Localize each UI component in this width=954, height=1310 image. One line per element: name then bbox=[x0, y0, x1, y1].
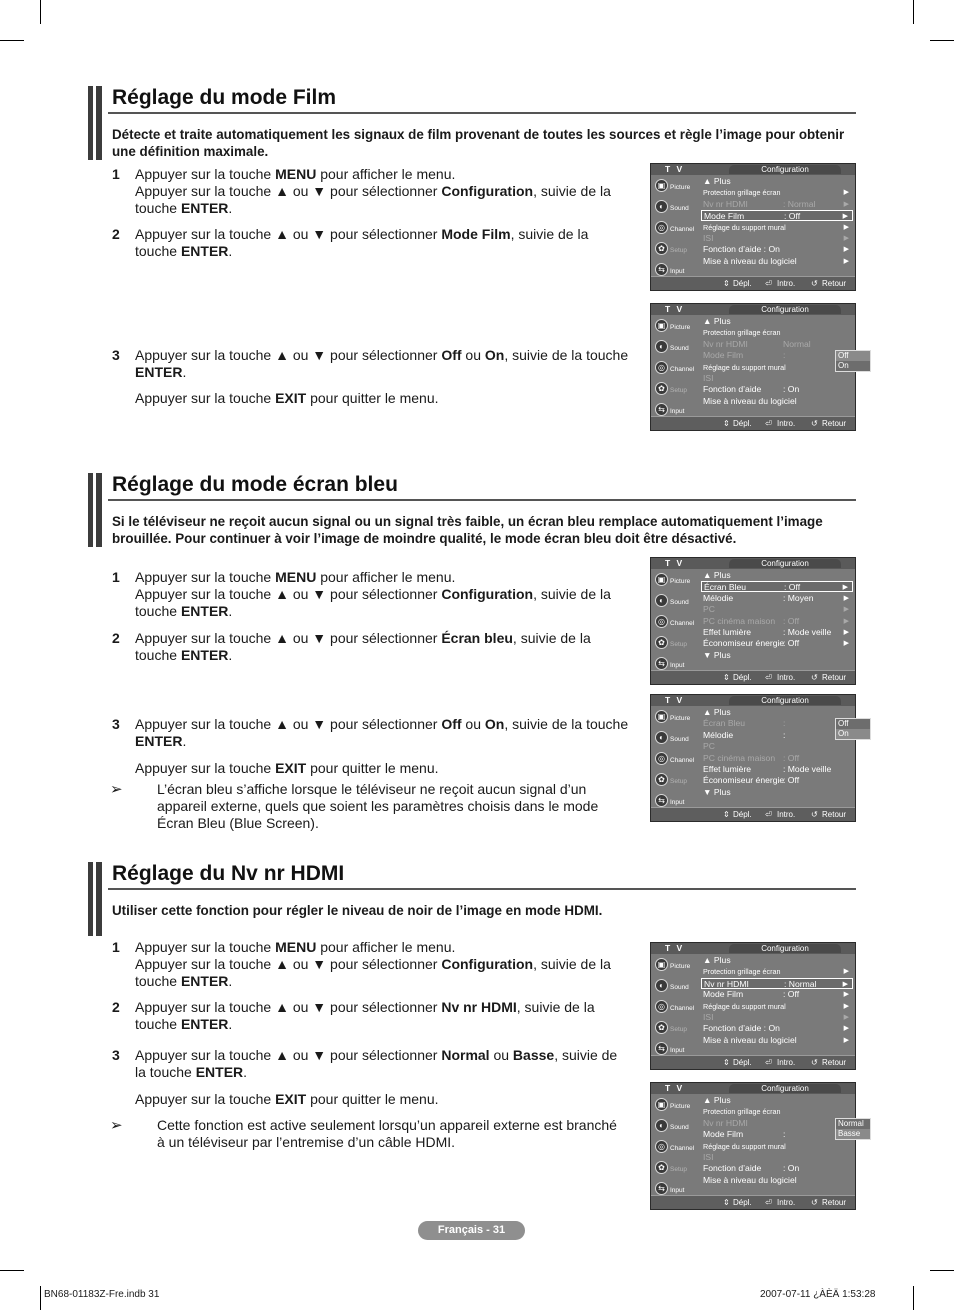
option-popup[interactable] bbox=[835, 1118, 871, 1140]
move-icon: ⇕ bbox=[723, 810, 730, 819]
crop-mark bbox=[40, 0, 41, 24]
menu-row[interactable]: Protection grillage écran ▶ bbox=[703, 188, 849, 198]
enter-icon: ⏎ bbox=[765, 810, 772, 819]
menu-panel bbox=[699, 176, 853, 276]
menu-row[interactable]: Fonction d’aide : On bbox=[703, 1163, 800, 1174]
step-1-hdmi: 1 Appuyer sur la touche MENU pour afficher le menu. Appuyer sur la touche ▲ ou ▼ pour sélectionner Configuration, suivie de la touche ENTER. bbox=[112, 939, 611, 989]
menu-row[interactable]: PC cinéma maison : Off ▶ bbox=[703, 615, 849, 626]
arrow-right-icon: ▶ bbox=[843, 1036, 849, 1044]
popup-option[interactable]: On bbox=[838, 361, 849, 371]
return-icon: ↺ bbox=[811, 1198, 818, 1207]
section-rule bbox=[108, 112, 856, 114]
print-footer-right: 2007-07-11 ¿ÀÈÄ 1:53:28 bbox=[760, 1289, 876, 1300]
setup-icon: ✿ bbox=[655, 242, 668, 255]
enter-icon: ⏎ bbox=[765, 419, 772, 428]
section-bar bbox=[88, 86, 102, 160]
enter-icon: ⏎ bbox=[765, 279, 772, 288]
menu-sidebar-item[interactable]: ◐ Sound bbox=[653, 728, 697, 749]
menu-row[interactable]: Mode Film : Off ▶ bbox=[703, 989, 849, 1000]
move-icon: ⇕ bbox=[723, 419, 730, 428]
tv-menu-screenshot bbox=[650, 303, 856, 431]
picture-icon: ▣ bbox=[655, 573, 668, 586]
section-title: Réglage du mode Film bbox=[112, 86, 337, 109]
menu-row[interactable]: Écran Bleu : bbox=[703, 718, 786, 729]
menu-title-bar bbox=[651, 164, 855, 175]
menu-footer: ⇕ Dépl. ⏎ Intro. ↺ Retour bbox=[651, 1055, 855, 1069]
menu-sidebar-item[interactable]: ▣ Picture bbox=[653, 176, 697, 197]
step-3-film: 3 Appuyer sur la touche ▲ ou ▼ pour sélectionner Off ou On, suivie de la touche ENTER. bbox=[112, 347, 629, 380]
arrow-right-icon: ▶ bbox=[843, 200, 849, 208]
menu-footer: ⇕ Dépl. ⏎ Intro. ↺ Retour bbox=[651, 670, 855, 684]
menu-row[interactable]: Nv nr HDMI bbox=[703, 1117, 748, 1128]
menu-row[interactable]: ▼ Plus bbox=[703, 786, 731, 797]
menu-row[interactable]: Réglage du support mural bbox=[703, 362, 786, 372]
menu-row[interactable]: Mise à niveau du logiciel ▶ bbox=[703, 1034, 849, 1045]
tv-label: T V bbox=[665, 304, 685, 314]
menu-row[interactable]: Mélodie : Moyen ▶ bbox=[703, 592, 849, 603]
menu-sidebar-item[interactable]: ◎ Channel bbox=[653, 997, 697, 1018]
menu-panel bbox=[699, 316, 853, 416]
popup-option[interactable]: On bbox=[836, 729, 870, 739]
menu-row[interactable]: Réglage du support mural ▶ bbox=[703, 222, 849, 232]
menu-panel bbox=[699, 1095, 864, 1195]
input-icon: ⇆ bbox=[655, 794, 668, 807]
menu-row[interactable]: Effet lumière : Mode veille ▶ bbox=[703, 627, 849, 637]
sound-icon: ◐ bbox=[655, 340, 668, 353]
crop-mark bbox=[0, 40, 24, 41]
input-icon: ⇆ bbox=[655, 1042, 668, 1055]
exit-instruction: Appuyer sur la touche EXIT pour quitter le menu. bbox=[135, 760, 439, 776]
menu-row[interactable]: ▲ Plus bbox=[703, 570, 731, 580]
arrow-right-icon: ▶ bbox=[843, 1002, 849, 1010]
menu-title-bar bbox=[651, 304, 855, 315]
exit-instruction: Appuyer sur la touche EXIT pour quitter le menu. bbox=[135, 390, 439, 406]
channel-icon: ◎ bbox=[655, 361, 668, 374]
return-icon: ↺ bbox=[811, 810, 818, 819]
setup-icon: ✿ bbox=[655, 382, 668, 395]
section-intro: Si le téléviseur ne reçoit aucun signal ou un signal très faible, un écran bleu remplace automatiquement l’image brouillée. Pour continuer à voir l’image de moindre qualité, le mode écran bleu doit être désactivé. bbox=[112, 514, 823, 546]
picture-icon: ▣ bbox=[655, 1098, 668, 1111]
section-nv-nr-hdmi bbox=[88, 862, 856, 918]
menu-row[interactable]: ISI bbox=[703, 1152, 714, 1162]
step-3-hdmi: 3 Appuyer sur la touche ▲ ou ▼ pour sélectionner Normal ou Basse, suivie de la touche ENTER. bbox=[112, 1047, 618, 1080]
menu-row[interactable]: ISI ▶ bbox=[703, 233, 849, 243]
tv-label: T V bbox=[665, 558, 685, 568]
menu-sidebar-item[interactable]: ✿ Setup bbox=[653, 379, 697, 400]
input-icon: ⇆ bbox=[655, 403, 668, 416]
enter-icon: ⏎ bbox=[765, 673, 772, 682]
menu-row[interactable]: Écran Bleu : Off ▶ bbox=[701, 581, 853, 592]
crop-mark bbox=[40, 1286, 41, 1310]
menu-title: Configuration bbox=[729, 165, 841, 174]
menu-row[interactable]: Mise à niveau du logiciel bbox=[703, 395, 797, 406]
section-intro: Détecte et traite automatiquement les signaux de film provenant de toutes les sources et règle l’image pour obtenir une définition maximale. bbox=[112, 127, 845, 159]
section-ecran-bleu bbox=[88, 473, 856, 546]
arrow-right-icon: ▶ bbox=[843, 968, 849, 976]
section-rule bbox=[108, 499, 856, 501]
menu-sidebar-item[interactable]: ◎ Channel bbox=[653, 749, 697, 770]
print-footer-left: BN68-01183Z-Fre.indb 31 bbox=[44, 1289, 160, 1300]
channel-icon: ◎ bbox=[655, 752, 668, 765]
return-icon: ↺ bbox=[811, 279, 818, 288]
picture-icon: ▣ bbox=[655, 958, 668, 971]
move-icon: ⇕ bbox=[723, 673, 730, 682]
menu-row[interactable]: Fonction d’aide : On ▶ bbox=[703, 1023, 849, 1034]
tv-label: T V bbox=[665, 164, 685, 174]
option-popup[interactable] bbox=[835, 718, 871, 740]
arrow-right-icon: ▶ bbox=[843, 257, 849, 265]
menu-title: Configuration bbox=[729, 944, 841, 953]
menu-row[interactable]: Nv nr HDMI : Normal ▶ bbox=[701, 978, 853, 989]
menu-row[interactable]: Protection grillage écran ▶ bbox=[703, 967, 849, 977]
menu-row[interactable]: Protection grillage écran bbox=[703, 1107, 781, 1117]
section-rule bbox=[108, 888, 856, 890]
menu-row[interactable]: Mise à niveau du logiciel bbox=[703, 1174, 797, 1185]
menu-row[interactable]: PC bbox=[703, 741, 715, 752]
menu-title-bar bbox=[651, 1083, 855, 1094]
arrow-right-icon: ▶ bbox=[843, 629, 849, 636]
menu-footer: ⇕ Dépl. ⏎ Intro. ↺ Retour bbox=[651, 416, 855, 430]
channel-icon: ◎ bbox=[655, 221, 668, 234]
menu-sidebar-item[interactable]: ▣ Picture bbox=[653, 955, 697, 976]
step-3-ecran: 3 Appuyer sur la touche ▲ ou ▼ pour sélectionner Off ou On, suivie de la touche ENTER. bbox=[112, 716, 629, 749]
channel-icon: ◎ bbox=[655, 615, 668, 628]
picture-icon: ▣ bbox=[655, 319, 668, 332]
exit-instruction: Appuyer sur la touche EXIT pour quitter le menu. bbox=[135, 1091, 439, 1107]
menu-row[interactable]: Fonction d’aide : On bbox=[703, 384, 800, 395]
menu-row[interactable]: ▲ Plus bbox=[703, 955, 731, 965]
input-icon: ⇆ bbox=[655, 657, 668, 670]
menu-sidebar bbox=[653, 707, 697, 812]
arrow-right-icon: ▶ bbox=[843, 223, 849, 231]
menu-panel bbox=[699, 955, 853, 1055]
tv-menu-screenshot bbox=[650, 163, 856, 291]
menu-panel bbox=[699, 570, 853, 670]
menu-row[interactable]: ISI ▶ bbox=[703, 1012, 849, 1022]
section-intro: Utiliser cette fonction pour régler le niveau de noir de l’image en mode HDMI. bbox=[112, 903, 603, 918]
sound-icon: ◐ bbox=[655, 731, 668, 744]
tv-label: T V bbox=[665, 1083, 685, 1093]
arrow-right-icon: ▶ bbox=[843, 189, 849, 197]
menu-title: Configuration bbox=[729, 305, 841, 314]
menu-title-bar bbox=[651, 943, 855, 954]
setup-icon: ✿ bbox=[655, 1021, 668, 1034]
menu-title-bar bbox=[651, 558, 855, 569]
menu-sidebar-item[interactable]: ⇆ Input bbox=[653, 260, 697, 281]
move-icon: ⇕ bbox=[723, 1198, 730, 1207]
sound-icon: ◐ bbox=[655, 594, 668, 607]
crop-mark bbox=[0, 1270, 24, 1271]
move-icon: ⇕ bbox=[723, 279, 730, 288]
arrow-right-icon: ▶ bbox=[843, 991, 849, 999]
menu-sidebar-item[interactable]: ⇆ Input bbox=[653, 400, 697, 421]
arrow-right-icon: ▶ bbox=[842, 584, 848, 592]
menu-row[interactable]: ▲ Plus bbox=[703, 316, 731, 326]
page-number-badge: Français - 31 bbox=[418, 1221, 525, 1240]
menu-sidebar-item[interactable]: ◐ Sound bbox=[653, 337, 697, 358]
menu-title: Configuration bbox=[729, 559, 841, 568]
menu-row[interactable]: PC cinéma maison : Off bbox=[703, 752, 800, 763]
arrow-right-icon: ▶ bbox=[843, 606, 849, 614]
menu-sidebar bbox=[653, 176, 697, 281]
step-2-hdmi: 2 Appuyer sur la touche ▲ ou ▼ pour sélectionner Nv nr HDMI, suivie de la touche ENTER. bbox=[112, 999, 595, 1032]
menu-sidebar-item[interactable]: ⇆ Input bbox=[653, 1039, 697, 1060]
menu-title: Configuration bbox=[729, 1084, 841, 1093]
menu-sidebar-item[interactable]: ◎ Channel bbox=[653, 358, 697, 379]
return-icon: ↺ bbox=[811, 673, 818, 682]
section-title: Réglage du Nv nr HDMI bbox=[112, 862, 345, 885]
menu-sidebar-item[interactable]: ✿ Setup bbox=[653, 770, 697, 791]
step-1-ecran: 1 Appuyer sur la touche MENU pour afficher le menu. Appuyer sur la touche ▲ ou ▼ pour sélectionner Configuration, suivie de la touche ENTER. bbox=[112, 569, 611, 619]
step-1-film: 1 Appuyer sur la touche MENU pour afficher le menu. Appuyer sur la touche ▲ ou ▼ pour sélectionner Configuration, suivie de la touche ENTER. bbox=[112, 166, 611, 216]
enter-icon: ⏎ bbox=[765, 1198, 772, 1207]
menu-row[interactable]: Mélodie : bbox=[703, 729, 786, 740]
menu-sidebar bbox=[653, 316, 697, 421]
arrow-right-icon: ▶ bbox=[843, 1025, 849, 1033]
menu-sidebar-item[interactable]: ▣ Picture bbox=[653, 570, 697, 591]
menu-row[interactable]: Réglage du support mural ▶ bbox=[703, 1001, 849, 1011]
tv-menu-screenshot bbox=[650, 694, 856, 822]
menu-sidebar-item[interactable]: ◐ Sound bbox=[653, 1116, 697, 1137]
return-icon: ↺ bbox=[811, 419, 818, 428]
menu-sidebar-item[interactable]: ⇆ Input bbox=[653, 654, 697, 675]
sound-icon: ◐ bbox=[655, 979, 668, 992]
input-icon: ⇆ bbox=[655, 263, 668, 276]
menu-sidebar bbox=[653, 570, 697, 675]
channel-icon: ◎ bbox=[655, 1140, 668, 1153]
menu-row[interactable]: ▲ Plus bbox=[703, 1095, 731, 1105]
picture-icon: ▣ bbox=[655, 710, 668, 723]
section-mode-film bbox=[88, 86, 856, 159]
menu-row[interactable]: ISI bbox=[703, 373, 714, 383]
crop-mark bbox=[913, 0, 914, 24]
menu-row[interactable]: Mode Film : bbox=[703, 350, 786, 361]
arrow-right-icon: ▶ bbox=[843, 617, 849, 625]
sound-icon: ◐ bbox=[655, 1119, 668, 1132]
crop-mark bbox=[930, 1270, 954, 1271]
menu-sidebar-item[interactable]: ▣ Picture bbox=[653, 1095, 697, 1116]
tv-menu-screenshot bbox=[650, 557, 856, 685]
section-bar bbox=[88, 862, 102, 936]
step-2-film: 2 Appuyer sur la touche ▲ ou ▼ pour sélectionner Mode Film, suivie de la touche ENTER. bbox=[112, 226, 589, 259]
menu-sidebar-item[interactable]: ▣ Picture bbox=[653, 707, 697, 728]
menu-sidebar-item[interactable]: ◐ Sound bbox=[653, 976, 697, 997]
menu-sidebar bbox=[653, 955, 697, 1060]
return-icon: ↺ bbox=[811, 1058, 818, 1067]
tv-menu-screenshot bbox=[650, 942, 856, 1070]
popup-option[interactable]: Basse bbox=[836, 1129, 870, 1139]
tv-label: T V bbox=[665, 943, 685, 953]
arrow-note-icon: ➢ bbox=[110, 781, 123, 798]
enter-icon: ⏎ bbox=[765, 1058, 772, 1067]
arrow-right-icon: ▶ bbox=[843, 235, 849, 242]
popup-option[interactable]: Normal bbox=[838, 1118, 864, 1128]
menu-row[interactable]: Économiseur énergie : Off bbox=[703, 775, 800, 786]
menu-sidebar-item[interactable]: ⇆ Input bbox=[653, 1179, 697, 1200]
menu-sidebar-item[interactable]: ✿ Setup bbox=[653, 1158, 697, 1179]
menu-sidebar-item[interactable]: ✿ Setup bbox=[653, 1018, 697, 1039]
menu-row[interactable]: Fonction d’aide : On ▶ bbox=[703, 244, 849, 255]
menu-row[interactable]: Nv nr HDMI : Normal ▶ bbox=[703, 198, 849, 209]
tv-menu-screenshot bbox=[650, 1082, 864, 1210]
section-bar bbox=[88, 473, 102, 547]
menu-sidebar-item[interactable]: ◎ Channel bbox=[653, 218, 697, 239]
channel-icon: ◎ bbox=[655, 1000, 668, 1013]
arrow-right-icon: ▶ bbox=[843, 640, 849, 648]
menu-sidebar-item[interactable]: ◐ Sound bbox=[653, 591, 697, 612]
menu-sidebar-item[interactable]: ⇆ Input bbox=[653, 791, 697, 812]
arrow-right-icon: ▶ bbox=[843, 246, 849, 254]
menu-title: Configuration bbox=[729, 696, 841, 705]
menu-footer: ⇕ Dépl. ⏎ Intro. ↺ Retour bbox=[651, 276, 855, 290]
crop-mark bbox=[930, 40, 954, 41]
arrow-right-icon: ▶ bbox=[843, 1014, 849, 1021]
tv-label: T V bbox=[665, 695, 685, 705]
menu-row[interactable]: Nv nr HDMI Normal bbox=[703, 338, 811, 349]
menu-row[interactable]: ▲ Plus bbox=[703, 707, 731, 717]
menu-sidebar-item[interactable]: ▣ Picture bbox=[653, 316, 697, 337]
menu-sidebar-item[interactable]: ✿ Setup bbox=[653, 239, 697, 260]
option-popup[interactable] bbox=[835, 350, 871, 372]
menu-sidebar bbox=[653, 1095, 697, 1200]
popup-option[interactable]: Off bbox=[838, 719, 849, 729]
picture-icon: ▣ bbox=[655, 179, 668, 192]
menu-title-bar bbox=[651, 695, 855, 706]
menu-panel bbox=[699, 707, 853, 807]
menu-row[interactable]: Mode Film : bbox=[703, 1129, 786, 1140]
setup-icon: ✿ bbox=[655, 1161, 668, 1174]
menu-row[interactable]: Effet lumière : Mode veille bbox=[703, 764, 832, 774]
menu-sidebar-item[interactable]: ◐ Sound bbox=[653, 197, 697, 218]
menu-row[interactable]: Économiseur énergie : Off ▶ bbox=[703, 638, 849, 649]
menu-row[interactable]: ▼ Plus bbox=[703, 649, 731, 660]
arrow-right-icon: ▶ bbox=[843, 594, 849, 602]
menu-footer: ⇕ Dépl. ⏎ Intro. ↺ Retour bbox=[651, 807, 855, 821]
setup-icon: ✿ bbox=[655, 636, 668, 649]
move-icon: ⇕ bbox=[723, 1058, 730, 1067]
sound-icon: ◐ bbox=[655, 200, 668, 213]
menu-row[interactable]: Protection grillage écran bbox=[703, 328, 781, 338]
menu-row[interactable]: Mise à niveau du logiciel ▶ bbox=[703, 255, 849, 266]
arrow-right-icon: ▶ bbox=[842, 213, 848, 221]
section-title: Réglage du mode écran bleu bbox=[112, 473, 398, 496]
crop-mark bbox=[913, 1286, 914, 1310]
menu-sidebar-item[interactable]: ✿ Setup bbox=[653, 633, 697, 654]
menu-sidebar-item[interactable]: ◎ Channel bbox=[653, 612, 697, 633]
input-icon: ⇆ bbox=[655, 1182, 668, 1195]
menu-sidebar-item[interactable]: ◎ Channel bbox=[653, 1137, 697, 1158]
menu-footer: ⇕ Dépl. ⏎ Intro. ↺ Retour bbox=[651, 1195, 855, 1209]
menu-row[interactable]: PC ▶ bbox=[703, 604, 849, 615]
menu-row[interactable]: Mode Film : Off ▶ bbox=[701, 210, 853, 221]
menu-row[interactable]: Réglage du support mural bbox=[703, 1141, 786, 1151]
setup-icon: ✿ bbox=[655, 773, 668, 786]
arrow-note-icon: ➢ bbox=[110, 1117, 123, 1134]
menu-row[interactable]: ▲ Plus bbox=[703, 176, 731, 186]
step-2-ecran: 2 Appuyer sur la touche ▲ ou ▼ pour sélectionner Écran bleu, suivie de la touche ENTER. bbox=[112, 630, 591, 663]
popup-option[interactable]: Off bbox=[836, 351, 870, 361]
arrow-right-icon: ▶ bbox=[842, 980, 848, 988]
